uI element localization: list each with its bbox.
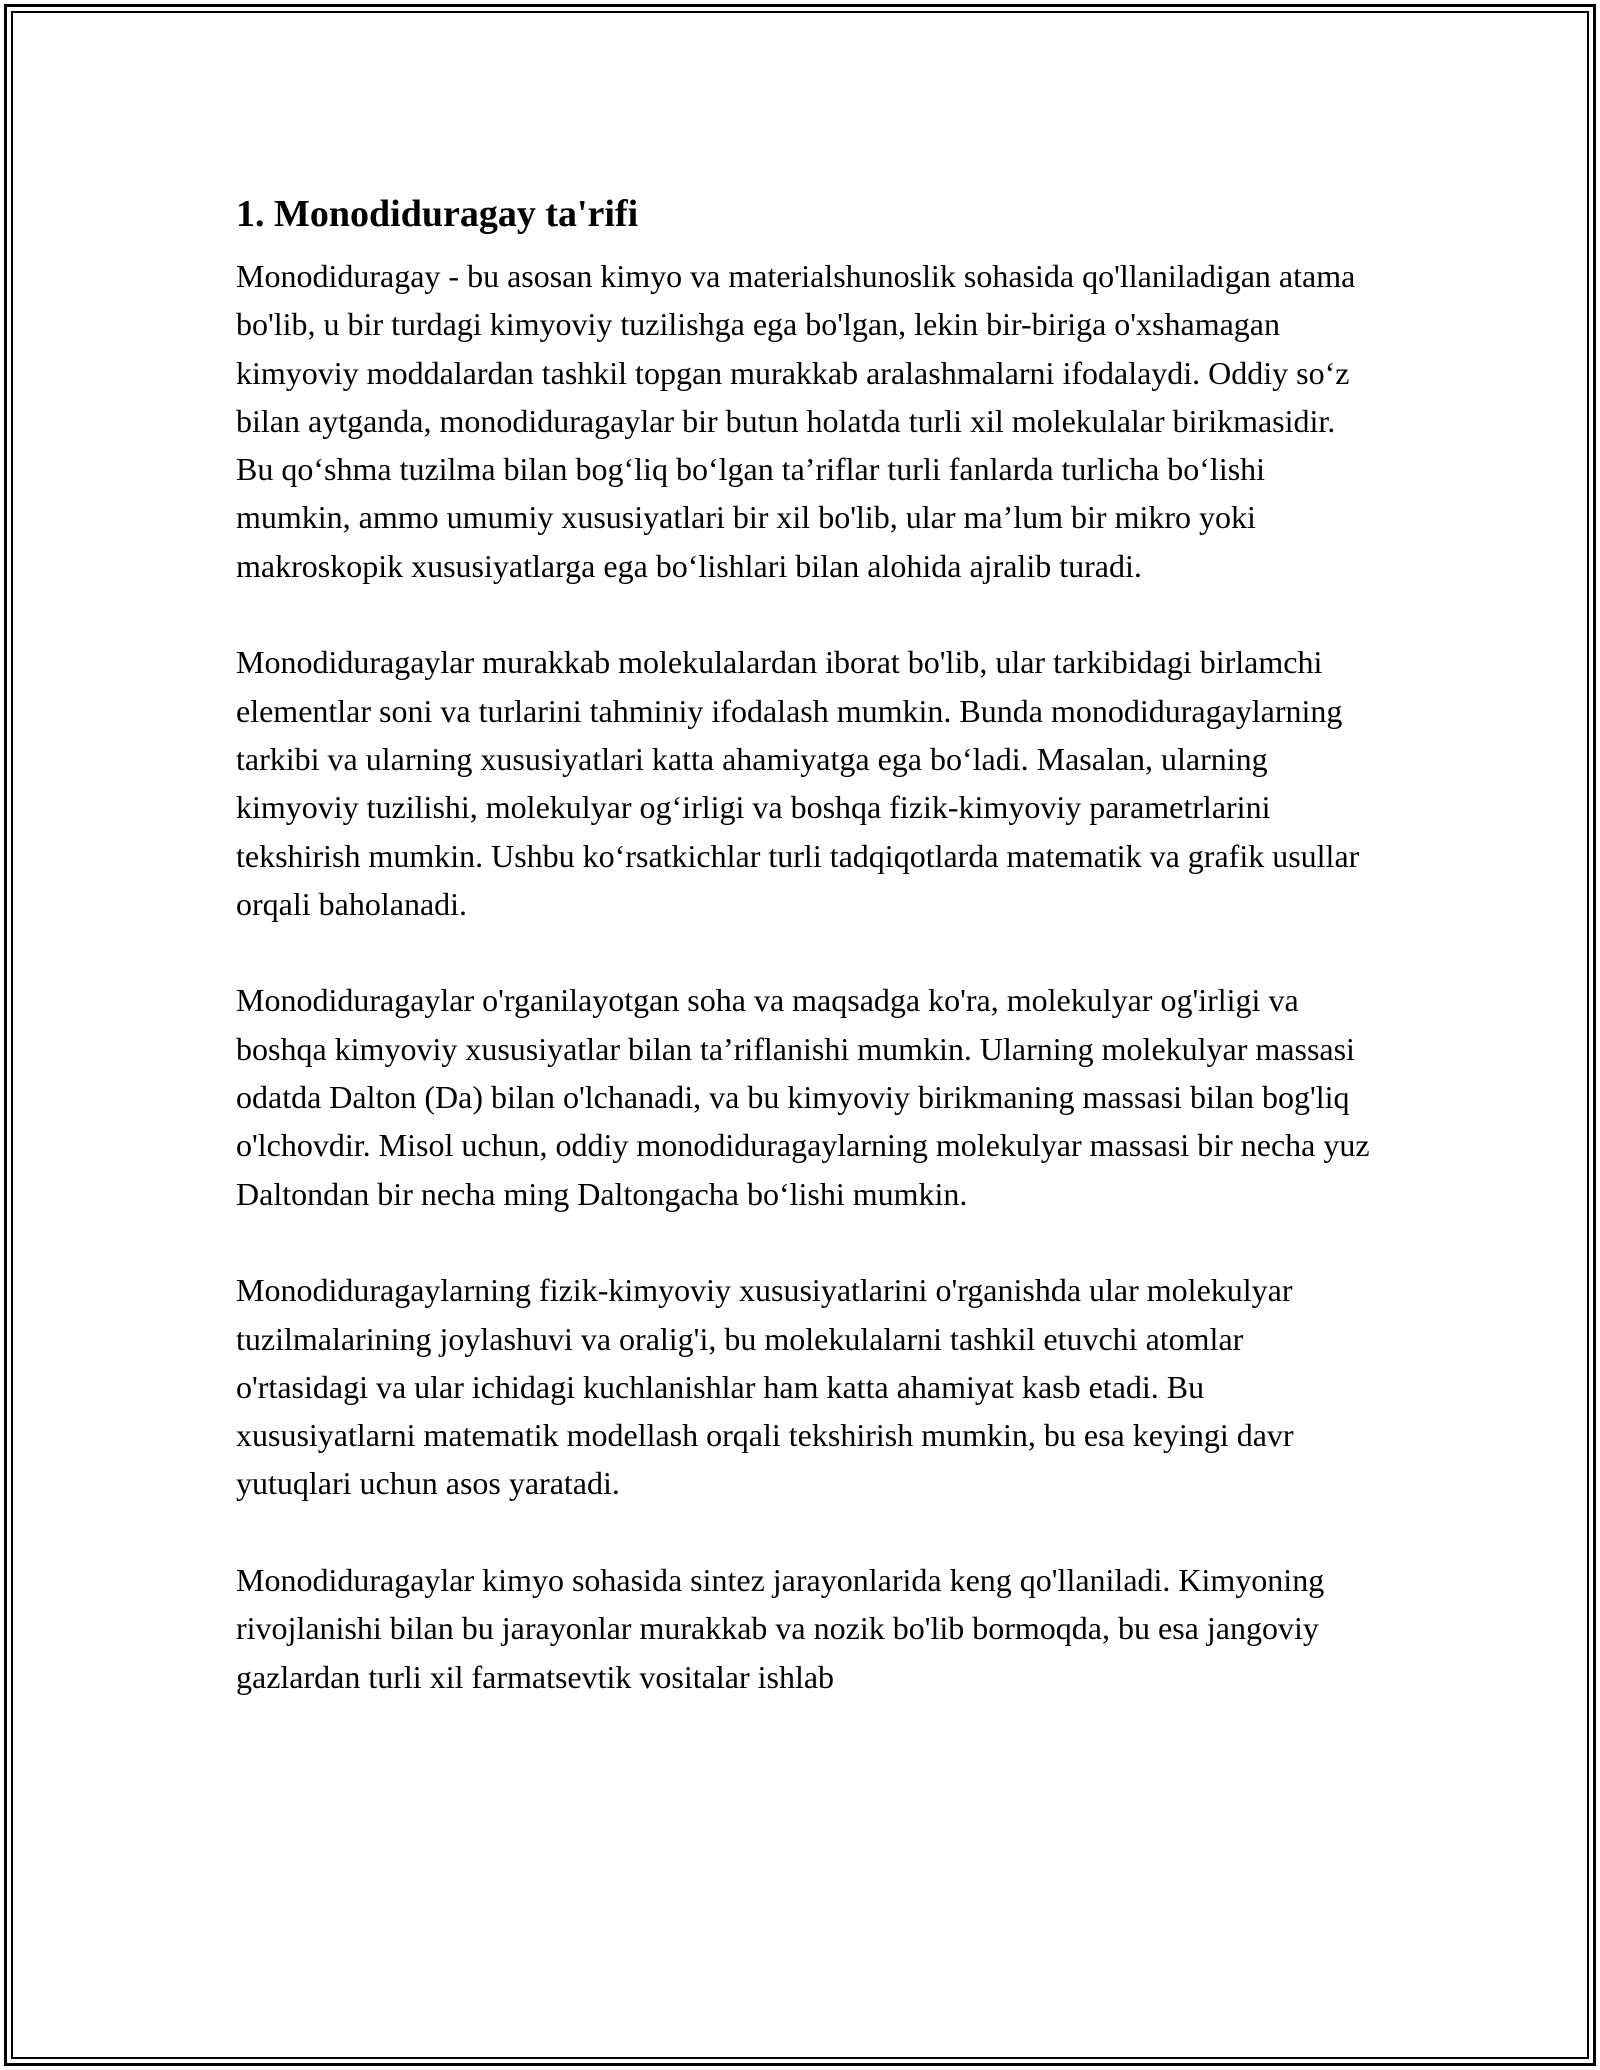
- paragraph-2: Monodiduragaylar murakkab molekulalardan iborat bo'lib, ular tarkibidagi birlamchi elementlar soni va turlarini tahminiy ifodalash mumkin. Bunda monodiduragaylarning tarkibi va ularning xususiyatlari katta ahamiyatga ega bo‘ladi. Masalan, ularning kimyoviy tuzilishi, molekulyar og‘irligi va boshqa fizik-kimyoviy parametrlarini tekshirish mumkin. Ushbu ko‘rsatkichlar turli tadqiqotlarda matematik va grafik usullar orqali baholanadi.: [236, 644, 1360, 922]
- section-heading: 1. Monodiduragay ta'rifi: [236, 193, 639, 235]
- paragraph-5: Monodiduragaylar kimyo sohasida sintez jarayonlarida keng qo'llaniladi. Kimyoning rivojlanishi bilan bu jarayonlar murakkab va nozik bo'lib bormoqda, bu esa jangoviy gazlardan turli xil farmatsevtik vositalar ishlab: [236, 1562, 1325, 1695]
- paragraph-3: Monodiduragaylar o'rganilayotgan soha va maqsadga ko'ra, molekulyar og'irligi va boshqa kimyoviy xususiyatlar bilan ta’riflanishi mumkin. Ularning molekulyar massasi odatda Dalton (Da) bilan o'lchanadi, va bu kimyoviy birikmaning massasi bilan bog'liq o'lchovdir. Misol uchun, oddiy monodiduragaylarning molekulyar massasi bir necha yuz Daltondan bir necha ming Daltongacha bo‘lishi mumkin.: [236, 982, 1370, 1212]
- paragraph-4: Monodiduragaylarning fizik-kimyoviy xususiyatlarini o'rganishda ular molekulyar tuzilmalarining joylashuvi va oralig'i, bu molekulalarni tashkil etuvchi atomlar o'rtasidagi va ular ichidagi kuchlanishlar ham katta ahamiyat kasb etadi. Bu xususiyatlarni matematik modellash orqali tekshirish mumkin, bu esa keyingi davr yutuqlari uchun asos yaratadi.: [236, 1272, 1294, 1502]
- document-body: [236, 184, 1376, 1749]
- paragraph-1: Monodiduragay - bu asosan kimyo va materialshunoslik sohasida qo'llaniladigan atama bo'lib, u bir turdagi kimyoviy tuzilishga ega bo'lgan, lekin bir-biriga o'xshamagan kimyoviy moddalardan tashkil topgan murakkab aralashmalarni ifodalaydi. Oddiy so‘z bilan aytganda, monodiduragaylar bir butun holatda turli xil molekulalar birikmasidir. Bu qo‘shma tuzilma bilan bog‘liq bo‘lgan ta’riflar turli fanlarda turlicha bo‘lishi mumkin, ammo umumiy xususiyatlari bir xil bo'lib, ular ma’lum bir mikro yoki makroskopik xususiyatlarga ega bo‘lishlari bilan alohida ajralib turadi.: [236, 258, 1356, 584]
